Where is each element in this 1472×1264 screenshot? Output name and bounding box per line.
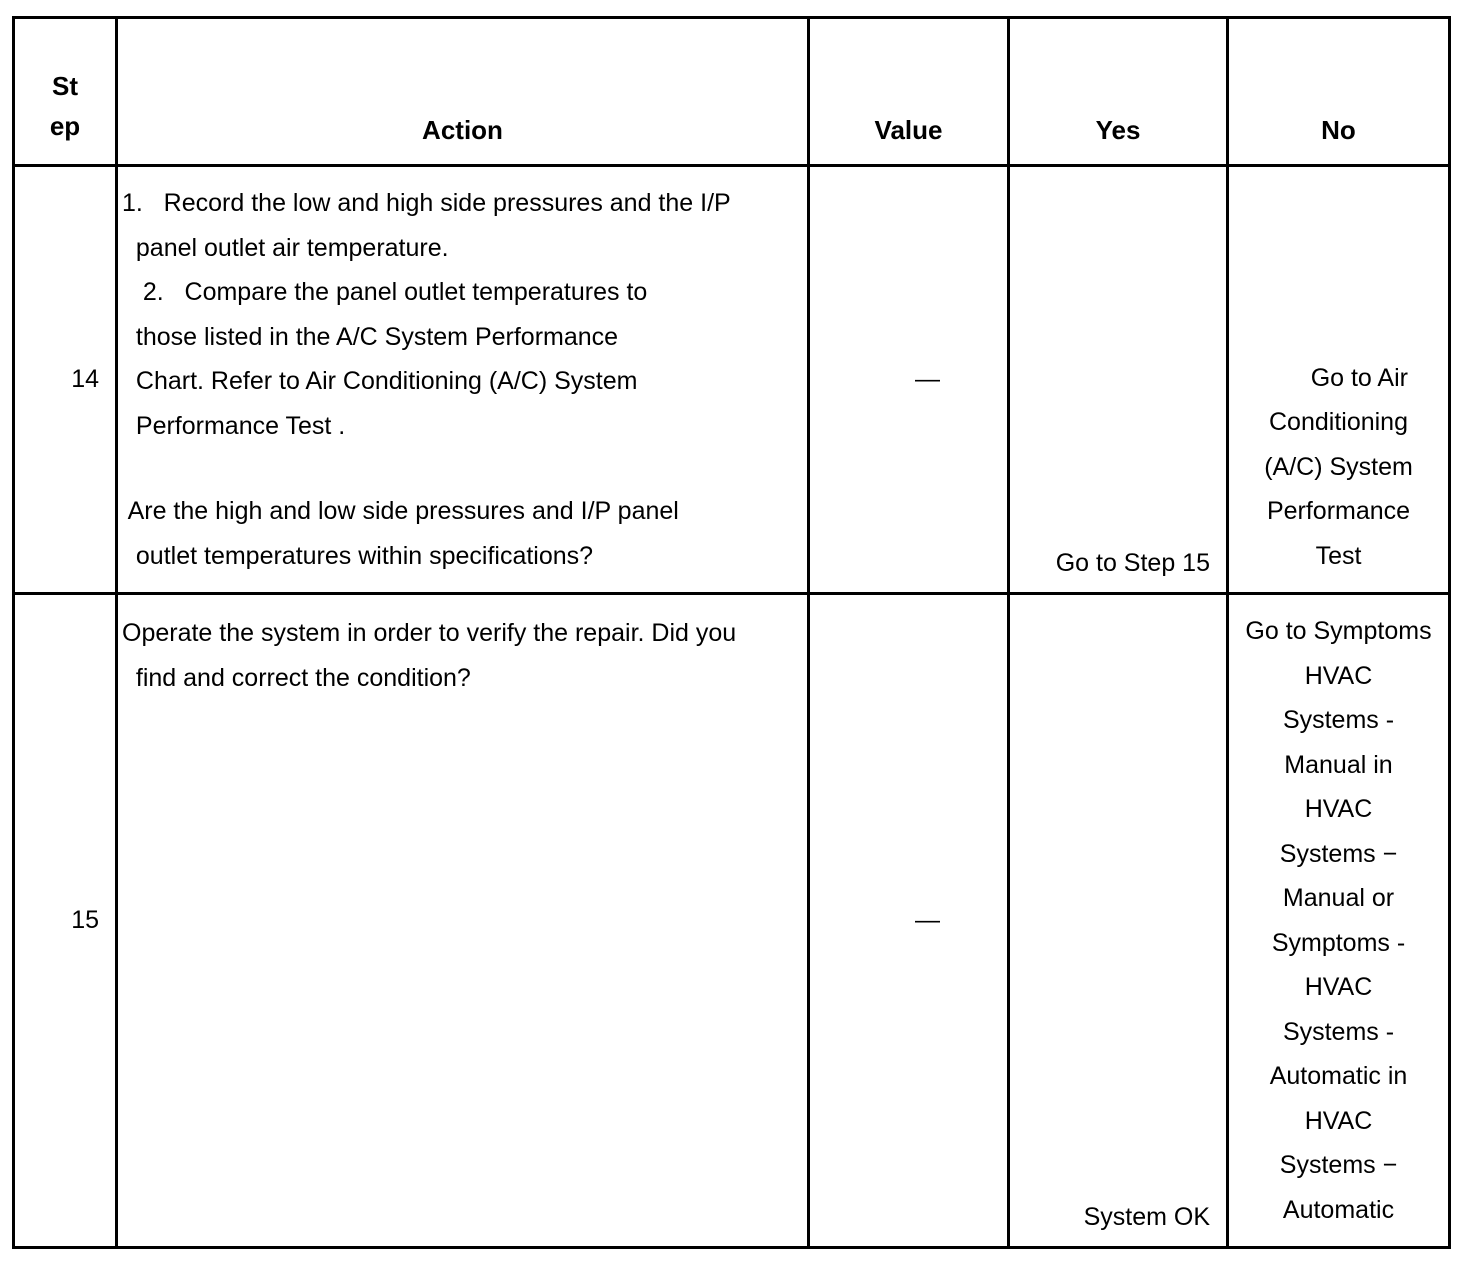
action-line: 2. Compare the panel outlet temperatures to [122,278,648,306]
table-row [14,594,1450,1248]
no-line: HVAC [1304,973,1373,1001]
action-line: 1. Record the low and high side pressures and the I/P [122,189,731,217]
no-line: Manual or [1282,884,1395,912]
no-line: Symptoms - [1271,928,1406,957]
action-line: panel outlet air temperature. [122,233,449,262]
value-cell: — [809,166,1009,594]
action-line: outlet temperatures within specifications? [122,541,594,570]
header-step [14,18,117,166]
no-line: Automatic in [1269,1062,1408,1090]
header-value: Value [809,18,1009,166]
no-line: (A/C) System [1264,452,1413,481]
no-line: Systems - [1282,1017,1395,1046]
no-text [1229,356,1448,579]
value-cell: — [809,594,1009,1248]
no-line: Go to Air [1269,363,1408,392]
table-row [14,166,1450,594]
yes-cell: Go to Step 15 [1009,166,1228,594]
action-text [118,167,807,578]
no-line: HVAC [1304,661,1373,690]
no-line: Conditioning [1269,408,1408,436]
step-number: 14 [14,166,117,594]
action-cell [117,594,809,1248]
yes-cell: System OK [1009,594,1228,1248]
no-line: HVAC [1304,1106,1373,1135]
step-number: 15 [14,594,117,1248]
action-line-blank [122,448,807,489]
action-line: Performance Test . [122,411,346,440]
header-no: No [1228,18,1450,166]
action-line: Chart. Refer to Air Conditioning (A/C) System [122,367,638,395]
action-line: Operate the system in order to verify the repair. Did you [122,619,737,647]
no-line: HVAC [1304,795,1373,823]
no-text [1229,609,1448,1232]
diagnostic-table [12,16,1451,1249]
header-step-line2: ep [49,111,81,141]
no-line: Systems − [1279,839,1398,868]
action-text [118,595,807,700]
no-line: Automatic [1282,1195,1395,1224]
no-line: Go to Symptoms [1245,617,1432,645]
action-cell [117,166,809,594]
header-yes: Yes [1009,18,1228,166]
no-line: Test [1315,541,1362,570]
action-line: Are the high and low side pressures and I/P panel [122,497,679,525]
header-action: Action [117,18,809,166]
no-line: Manual in [1284,750,1393,779]
action-line: find and correct the condition? [122,663,471,692]
no-line: Systems - [1282,706,1395,734]
no-line: Systems − [1279,1151,1398,1179]
no-cell [1228,166,1450,594]
header-row [14,18,1450,166]
header-step-line1: St [52,71,78,101]
no-line: Performance [1266,497,1411,525]
no-cell [1228,594,1450,1248]
action-line: those listed in the A/C System Performance [122,322,619,351]
